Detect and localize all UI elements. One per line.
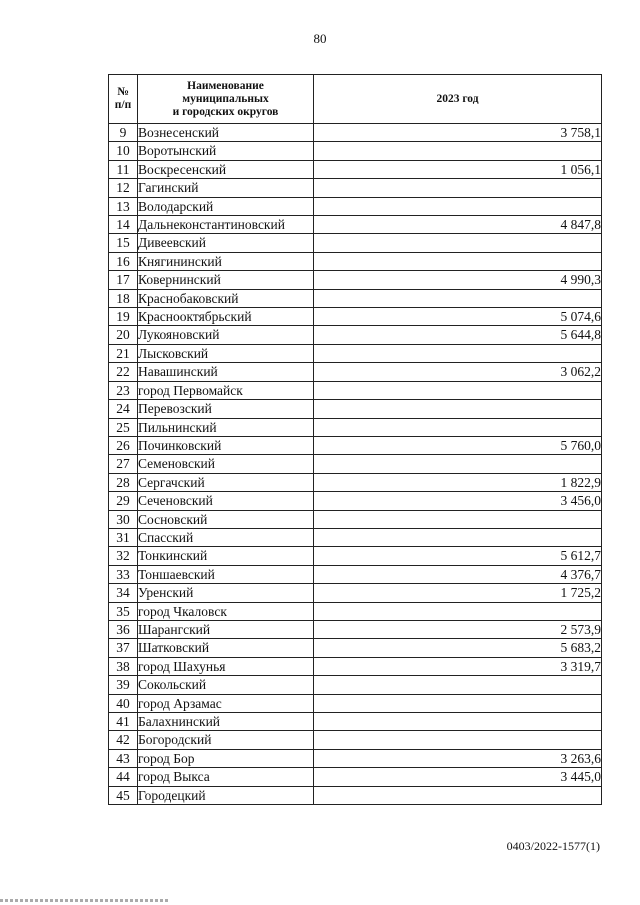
row-number: 26 — [109, 436, 138, 454]
row-number: 29 — [109, 492, 138, 510]
row-name: Сосновский — [138, 510, 314, 528]
row-name: Семеновский — [138, 455, 314, 473]
row-number: 9 — [109, 124, 138, 142]
table-row — [109, 473, 602, 491]
table-row — [109, 565, 602, 583]
row-number: 15 — [109, 234, 138, 252]
table-header-row — [109, 75, 602, 124]
row-number: 39 — [109, 676, 138, 694]
row-name: Тоншаевский — [138, 565, 314, 583]
row-number: 35 — [109, 602, 138, 620]
table-row — [109, 639, 602, 657]
row-number: 27 — [109, 455, 138, 473]
row-name: Дивеевский — [138, 234, 314, 252]
row-value — [314, 528, 602, 546]
row-name: Пильнинский — [138, 418, 314, 436]
row-number: 21 — [109, 344, 138, 362]
row-number: 17 — [109, 271, 138, 289]
row-name: Сокольский — [138, 676, 314, 694]
row-name: Тонкинский — [138, 547, 314, 565]
row-value: 3 062,2 — [314, 363, 602, 381]
row-name: Шарангский — [138, 620, 314, 638]
row-number: 11 — [109, 160, 138, 178]
table-row — [109, 620, 602, 638]
row-name: Вознесенский — [138, 124, 314, 142]
row-number: 42 — [109, 731, 138, 749]
municipal-table — [108, 74, 602, 805]
row-name: город Выкса — [138, 768, 314, 786]
table-row — [109, 786, 602, 804]
row-name: Краснооктябрьский — [138, 308, 314, 326]
row-value: 1 822,9 — [314, 473, 602, 491]
table-row — [109, 749, 602, 767]
table-row — [109, 197, 602, 215]
row-name: Спасский — [138, 528, 314, 546]
header-number: № п/п — [109, 75, 138, 124]
row-name: город Бор — [138, 749, 314, 767]
row-number: 36 — [109, 620, 138, 638]
row-name: Дальнеконстантиновский — [138, 216, 314, 234]
table-row — [109, 418, 602, 436]
row-value — [314, 602, 602, 620]
row-number: 10 — [109, 142, 138, 160]
row-number: 22 — [109, 363, 138, 381]
page-number: 80 — [313, 31, 327, 46]
table-row — [109, 400, 602, 418]
row-number: 32 — [109, 547, 138, 565]
row-value: 5 612,7 — [314, 547, 602, 565]
row-number: 30 — [109, 510, 138, 528]
table-row — [109, 289, 602, 307]
table-row — [109, 326, 602, 344]
table-row — [109, 713, 602, 731]
row-value: 3 319,7 — [314, 657, 602, 675]
row-name: город Первомайск — [138, 381, 314, 399]
table-row — [109, 234, 602, 252]
row-name: Ковернинский — [138, 271, 314, 289]
row-name: Перевозский — [138, 400, 314, 418]
row-value — [314, 344, 602, 362]
row-name: Княгининский — [138, 252, 314, 270]
row-value — [314, 234, 602, 252]
row-value: 4 376,7 — [314, 565, 602, 583]
row-name: город Арзамас — [138, 694, 314, 712]
row-name: Володарский — [138, 197, 314, 215]
row-number: 25 — [109, 418, 138, 436]
row-number: 13 — [109, 197, 138, 215]
table-row — [109, 436, 602, 454]
row-name: Городецкий — [138, 786, 314, 804]
row-number: 20 — [109, 326, 138, 344]
row-value: 2 573,9 — [314, 620, 602, 638]
row-number: 18 — [109, 289, 138, 307]
row-value: 5 074,6 — [314, 308, 602, 326]
table-row — [109, 179, 602, 197]
row-number: 28 — [109, 473, 138, 491]
row-number: 16 — [109, 252, 138, 270]
row-name: город Шахунья — [138, 657, 314, 675]
row-value — [314, 252, 602, 270]
row-value — [314, 786, 602, 804]
table-row — [109, 694, 602, 712]
row-value: 3 263,6 — [314, 749, 602, 767]
row-value: 4 847,8 — [314, 216, 602, 234]
table-row — [109, 584, 602, 602]
row-name: Гагинский — [138, 179, 314, 197]
row-number: 45 — [109, 786, 138, 804]
row-value: 1 725,2 — [314, 584, 602, 602]
row-name: Сергачский — [138, 473, 314, 491]
row-number: 19 — [109, 308, 138, 326]
table-row — [109, 363, 602, 381]
row-value: 1 056,1 — [314, 160, 602, 178]
table-row — [109, 602, 602, 620]
table-row — [109, 216, 602, 234]
row-number: 14 — [109, 216, 138, 234]
row-number: 37 — [109, 639, 138, 657]
table-row — [109, 676, 602, 694]
row-name: Шатковский — [138, 639, 314, 657]
row-number: 31 — [109, 528, 138, 546]
row-value: 5 683,2 — [314, 639, 602, 657]
row-value: 3 445,0 — [314, 768, 602, 786]
row-value — [314, 289, 602, 307]
row-number: 24 — [109, 400, 138, 418]
row-name: Лысковский — [138, 344, 314, 362]
table-row — [109, 731, 602, 749]
document-code: 0403/2022-1577(1) — [506, 839, 600, 853]
row-number: 23 — [109, 381, 138, 399]
row-number: 44 — [109, 768, 138, 786]
row-name: Уренский — [138, 584, 314, 602]
table-row — [109, 492, 602, 510]
row-value: 5 644,8 — [314, 326, 602, 344]
table-row — [109, 381, 602, 399]
row-value: 5 760,0 — [314, 436, 602, 454]
row-number: 38 — [109, 657, 138, 675]
row-value — [314, 510, 602, 528]
table-row — [109, 768, 602, 786]
row-name: Починковский — [138, 436, 314, 454]
row-value — [314, 142, 602, 160]
table-row — [109, 547, 602, 565]
table-row — [109, 142, 602, 160]
row-value — [314, 694, 602, 712]
table-row — [109, 344, 602, 362]
row-value — [314, 400, 602, 418]
row-number: 40 — [109, 694, 138, 712]
table-row — [109, 657, 602, 675]
row-name: Навашинский — [138, 363, 314, 381]
row-value: 3 456,0 — [314, 492, 602, 510]
row-name: Краснобаковский — [138, 289, 314, 307]
table-row — [109, 160, 602, 178]
table-row — [109, 252, 602, 270]
row-name: город Чкаловск — [138, 602, 314, 620]
row-value — [314, 676, 602, 694]
row-value: 4 990,3 — [314, 271, 602, 289]
table-row — [109, 455, 602, 473]
row-value — [314, 455, 602, 473]
header-name: Наименование муниципальных и городских округов — [138, 75, 314, 124]
row-name: Балахнинский — [138, 713, 314, 731]
header-year: 2023 год — [314, 75, 602, 124]
table-body — [109, 124, 602, 805]
table-row — [109, 528, 602, 546]
table-row — [109, 510, 602, 528]
row-name: Воротынский — [138, 142, 314, 160]
row-name: Богородский — [138, 731, 314, 749]
row-number: 12 — [109, 179, 138, 197]
row-name: Воскресенский — [138, 160, 314, 178]
row-number: 41 — [109, 713, 138, 731]
row-number: 43 — [109, 749, 138, 767]
table-row — [109, 271, 602, 289]
row-value: 3 758,1 — [314, 124, 602, 142]
row-name: Лукояновский — [138, 326, 314, 344]
row-value — [314, 713, 602, 731]
row-value — [314, 179, 602, 197]
row-name: Сеченовский — [138, 492, 314, 510]
table-row — [109, 124, 602, 142]
row-value — [314, 381, 602, 399]
table-row — [109, 308, 602, 326]
row-number: 33 — [109, 565, 138, 583]
row-number: 34 — [109, 584, 138, 602]
row-value — [314, 731, 602, 749]
scan-edge-artifact — [0, 899, 170, 902]
row-value — [314, 197, 602, 215]
row-value — [314, 418, 602, 436]
